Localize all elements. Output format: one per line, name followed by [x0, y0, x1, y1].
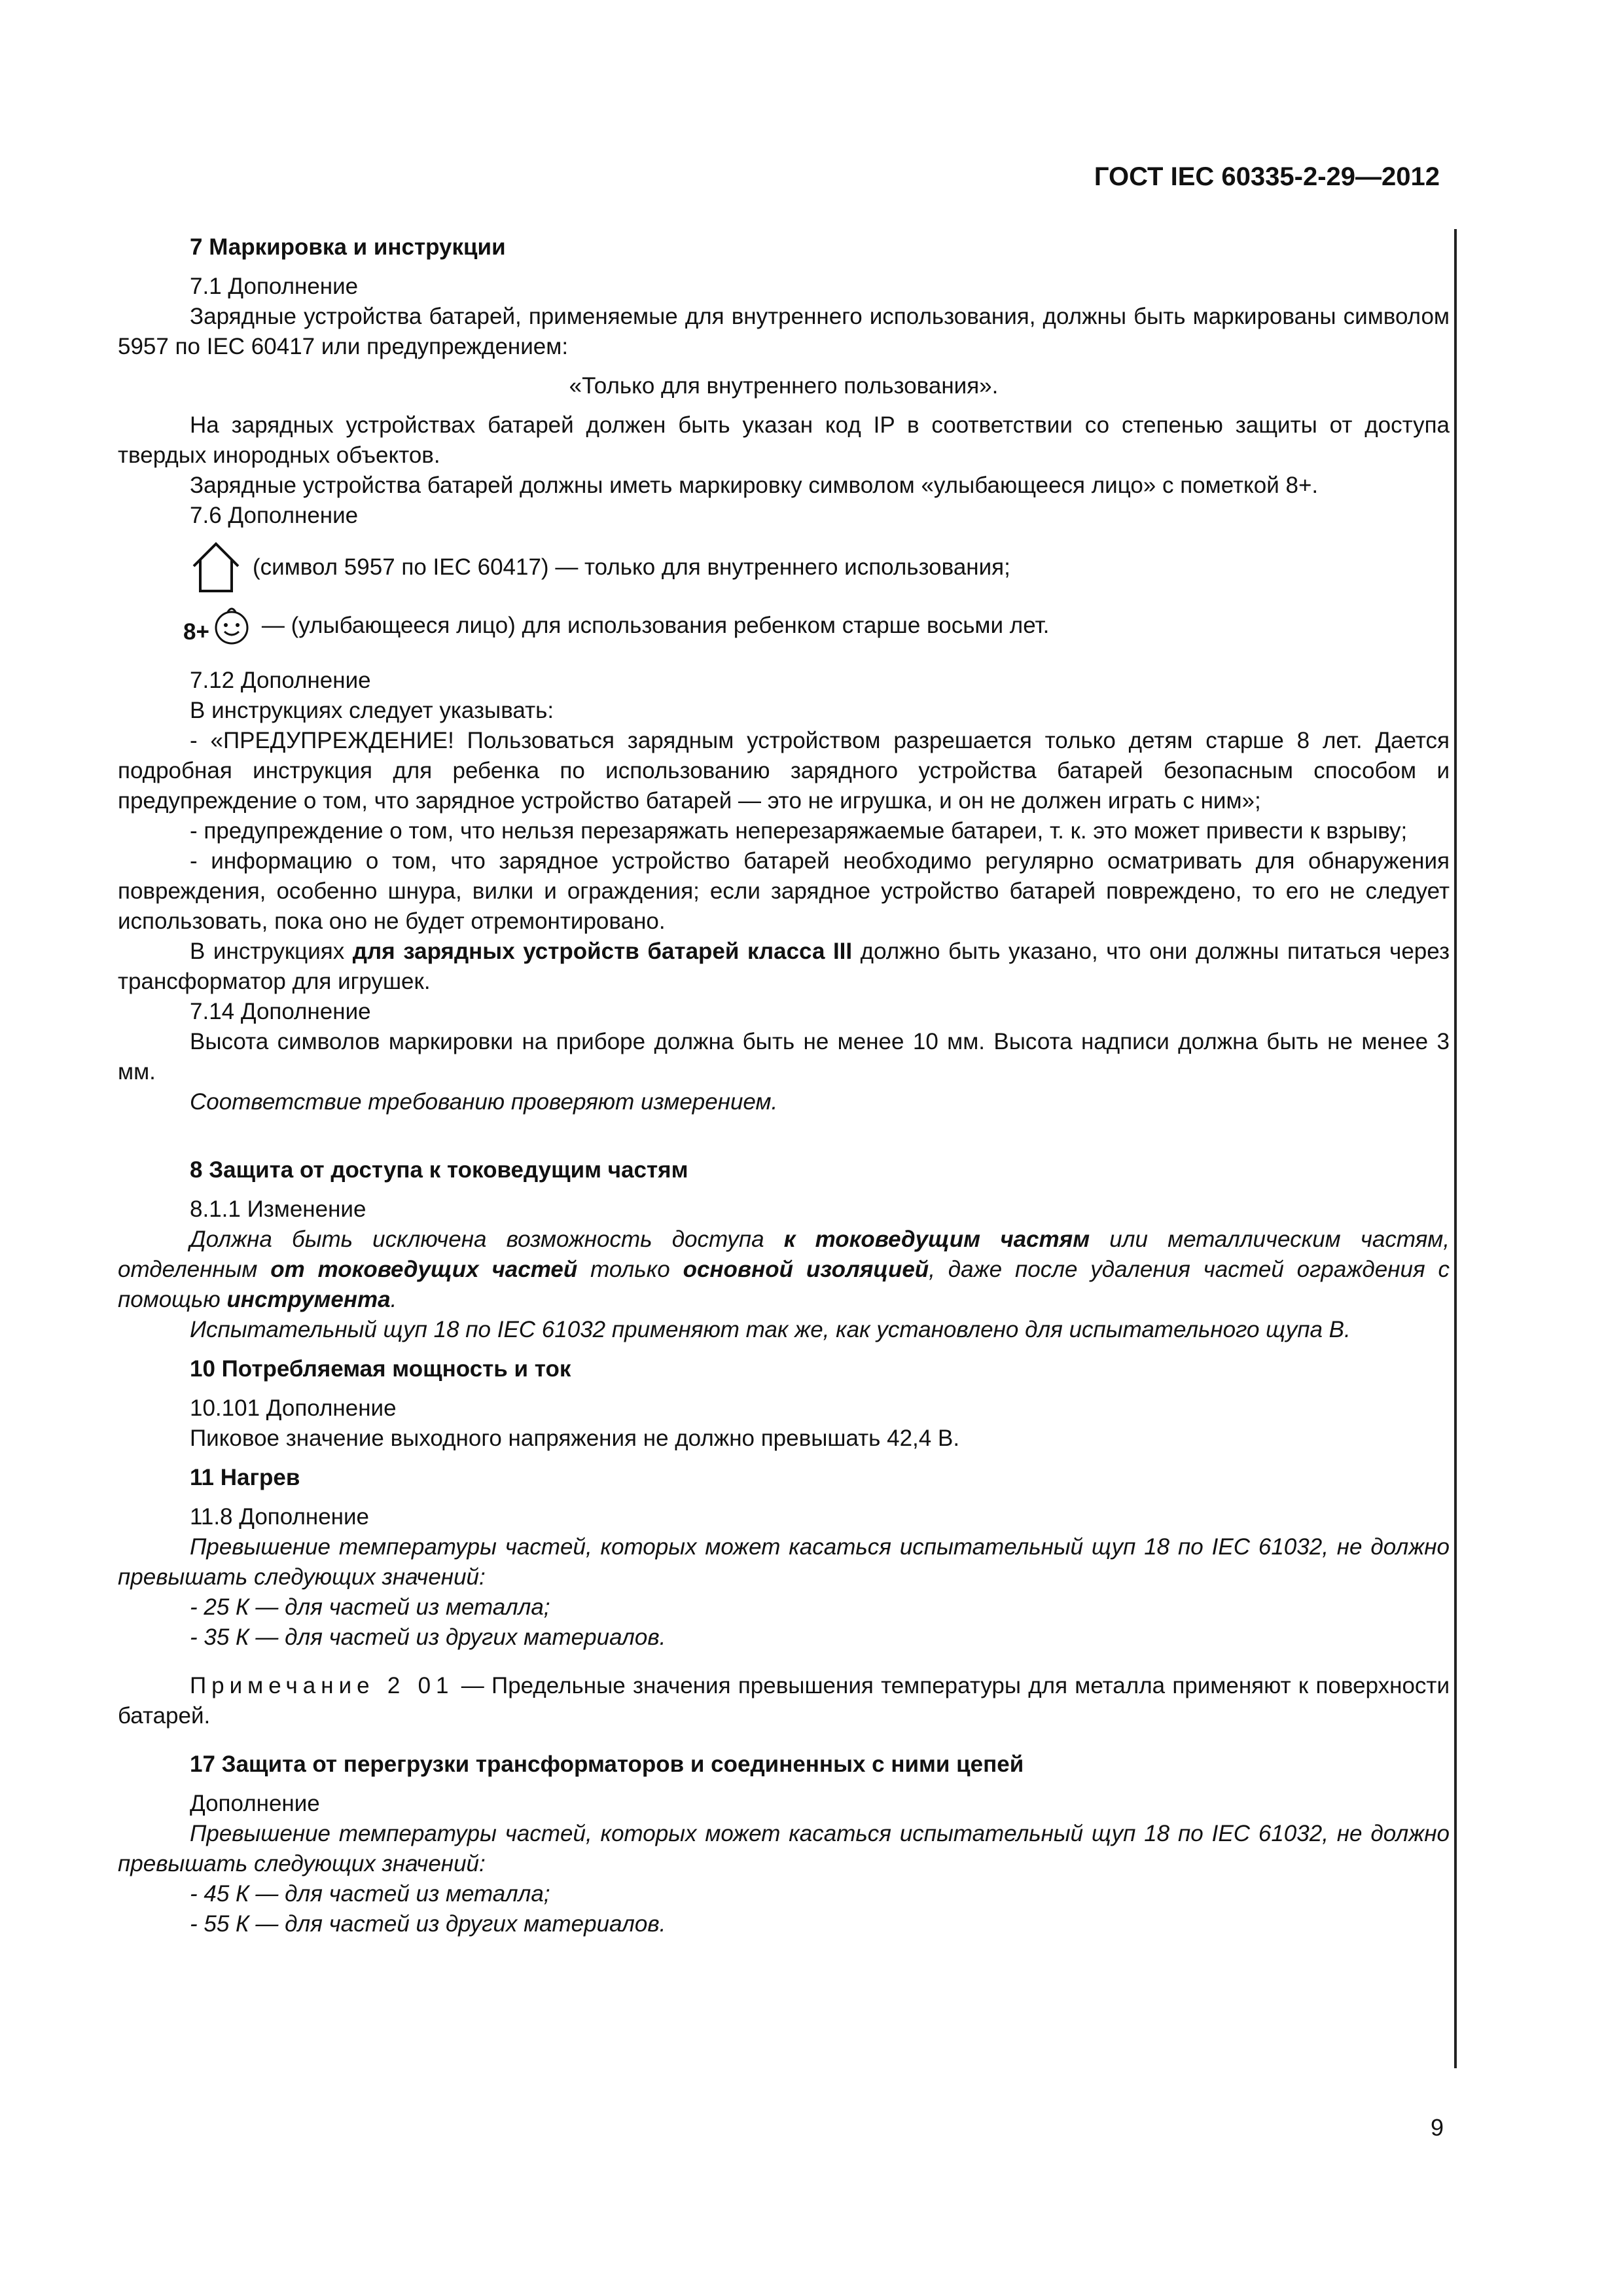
clause-7-14-compliance: Соответствие требованию проверяют измерением.	[190, 1089, 778, 1115]
s8-text-5: только	[577, 1257, 683, 1282]
clause-7-1: 7.1 Дополнение	[190, 274, 359, 299]
note-label: Примечание 2 01	[190, 1673, 454, 1698]
clause-7-6: 7.6 Дополнение	[190, 503, 359, 528]
class-iii-text	[118, 937, 1450, 997]
section-10-heading: 10 Потребляемая мощность и ток	[190, 1356, 571, 1382]
clause-10-101: 10.101 Дополнение	[190, 1395, 397, 1421]
section-17-heading: 17 Защита от перегрузки трансформаторов и соединенных с ними цепей	[190, 1751, 1024, 1777]
clause-8-1-1-text	[118, 1225, 1450, 1315]
limit-item-other-17: - 55 К — для частей из других материалов.	[190, 1911, 666, 1937]
clause-8-1-1: 8.1.1 Изменение	[190, 1196, 366, 1222]
age-8-plus-label: 8+	[183, 619, 209, 645]
note-201	[118, 1671, 1450, 1731]
s8-text-1: Должна быть исключена возможность доступа	[190, 1227, 784, 1252]
page-number: 9	[1430, 2114, 1444, 2141]
clause-7-14-text: Высота символов маркировки на приборе должна быть не менее 10 мм. Высота надписи должна быть не менее 3 мм.	[118, 1029, 1450, 1085]
house-icon	[190, 540, 242, 595]
clause-7-12: 7.12 Дополнение	[190, 668, 371, 693]
indoor-symbol-text: (символ 5957 по IEC 60417) — только для внутреннего использования;	[253, 554, 1010, 580]
s8-text-3: или металлическим частям, отделенным	[118, 1227, 1450, 1282]
clause-10-101-text: Пиковое значение выходного напряжения не должно превышать 42,4 В.	[190, 1426, 960, 1451]
clause-7-12-intro: В инструкциях следует указывать:	[190, 698, 554, 723]
indoor-warning-quote: «Только для внутреннего пользования».	[569, 373, 999, 399]
clause-11-8: 11.8 Дополнение	[190, 1504, 370, 1530]
clause-11-8-text: Превышение температуры частей, которых может касаться испытательный щуп 18 по IEC 61032, не должно превышать следующих значений:	[118, 1534, 1450, 1590]
limit-item-metal: - 25 К — для частей из металла;	[190, 1594, 550, 1620]
clause-8-1-1-probe: Испытательный щуп 18 по IEC 61032 применяют так же, как установлено для испытательного щупа В.	[190, 1317, 1351, 1342]
clause-7-1-text: Зарядные устройства батарей, применяемые для внутреннего использования, должны быть маркированы символом 5957 по IEC 60417 или предупреждением:	[118, 304, 1450, 359]
s8-text-bold-1: к токоведущим частям	[783, 1227, 1090, 1252]
limit-item-metal-17: - 45 К — для частей из металла;	[190, 1881, 550, 1907]
s8-text-bold-3: основной изоляцией	[683, 1257, 929, 1282]
indoor-symbol-line	[118, 540, 1450, 595]
s8-text-9: .	[390, 1287, 397, 1312]
change-bar	[1454, 229, 1457, 2068]
section-11-heading: 11 Нагрев	[190, 1465, 300, 1490]
smiley-face-icon	[212, 604, 251, 647]
instruction-item-recharge: - предупреждение о том, что нельзя перезаряжать неперезаряжаемые батареи, т. к. это может привести к взрыву;	[190, 818, 1408, 844]
smiley-symbol-line	[118, 604, 1450, 647]
clause-17-addition: Дополнение	[190, 1791, 320, 1816]
s8-text-bold-2: от токоведущих частей	[270, 1257, 578, 1282]
note-text: — Предельные значения превышения температуры для металла применяют к поверхности батарей.	[118, 1673, 1450, 1729]
smiley-marking-text: Зарядные устройства батарей должны иметь маркировку символом «улыбающееся лицо» с пометкой 8+.	[190, 473, 1319, 498]
instruction-item-inspection: - информацию о том, что зарядное устройство батарей необходимо регулярно осматривать для обнаружения повреждения, особенно шнура, вилки и ограждения; если зарядное устройство батарей повреждено, то его не следует использовать, пока оно не будет отремонтировано.	[118, 848, 1450, 934]
section-7-heading: 7 Маркировка и инструкции	[190, 234, 506, 260]
clause-17-text: Превышение температуры частей, которых может касаться испытательный щуп 18 по IEC 61032, не должно превышать следующих значений:	[118, 1821, 1450, 1876]
limit-item-other: - 35 К — для частей из других материалов.	[190, 1624, 666, 1650]
class-iii-text-c: должно быть указано, что они должны питаться через трансформатор для игрушек.	[118, 939, 1450, 994]
page-body	[118, 232, 1450, 1939]
class-iii-text-bold: для зарядных устройств батарей класса III	[352, 939, 853, 964]
section-8-heading: 8 Защита от доступа к токоведущим частям	[190, 1157, 688, 1183]
s8-text-7: , даже после удаления частей ограждения с помощью	[118, 1257, 1450, 1312]
class-iii-text-a: В инструкциях	[190, 939, 353, 964]
smiley-symbol-text: — (улыбающееся лицо) для использования ребенком старше восьми лет.	[261, 613, 1050, 638]
s8-text-bold-4: инструмента	[226, 1287, 391, 1312]
instruction-item-warning: - «ПРЕДУПРЕЖДЕНИЕ! Пользоваться зарядным устройством разрешается только детям старше 8 лет. Дается подробная инструкция для ребенка по использованию зарядного устройства батарей безопасным способом и предупреждение о том, что зарядное устройство батарей — это не игрушка, и он не должен играть с ним»;	[118, 728, 1450, 814]
ip-code-text: На зарядных устройствах батарей должен быть указан код IP в соответствии со степенью защиты от доступа твердых инородных объектов.	[118, 412, 1450, 468]
clause-7-14: 7.14 Дополнение	[190, 999, 371, 1024]
document-header: ГОСТ IEC 60335-2-29—2012	[1094, 162, 1440, 191]
